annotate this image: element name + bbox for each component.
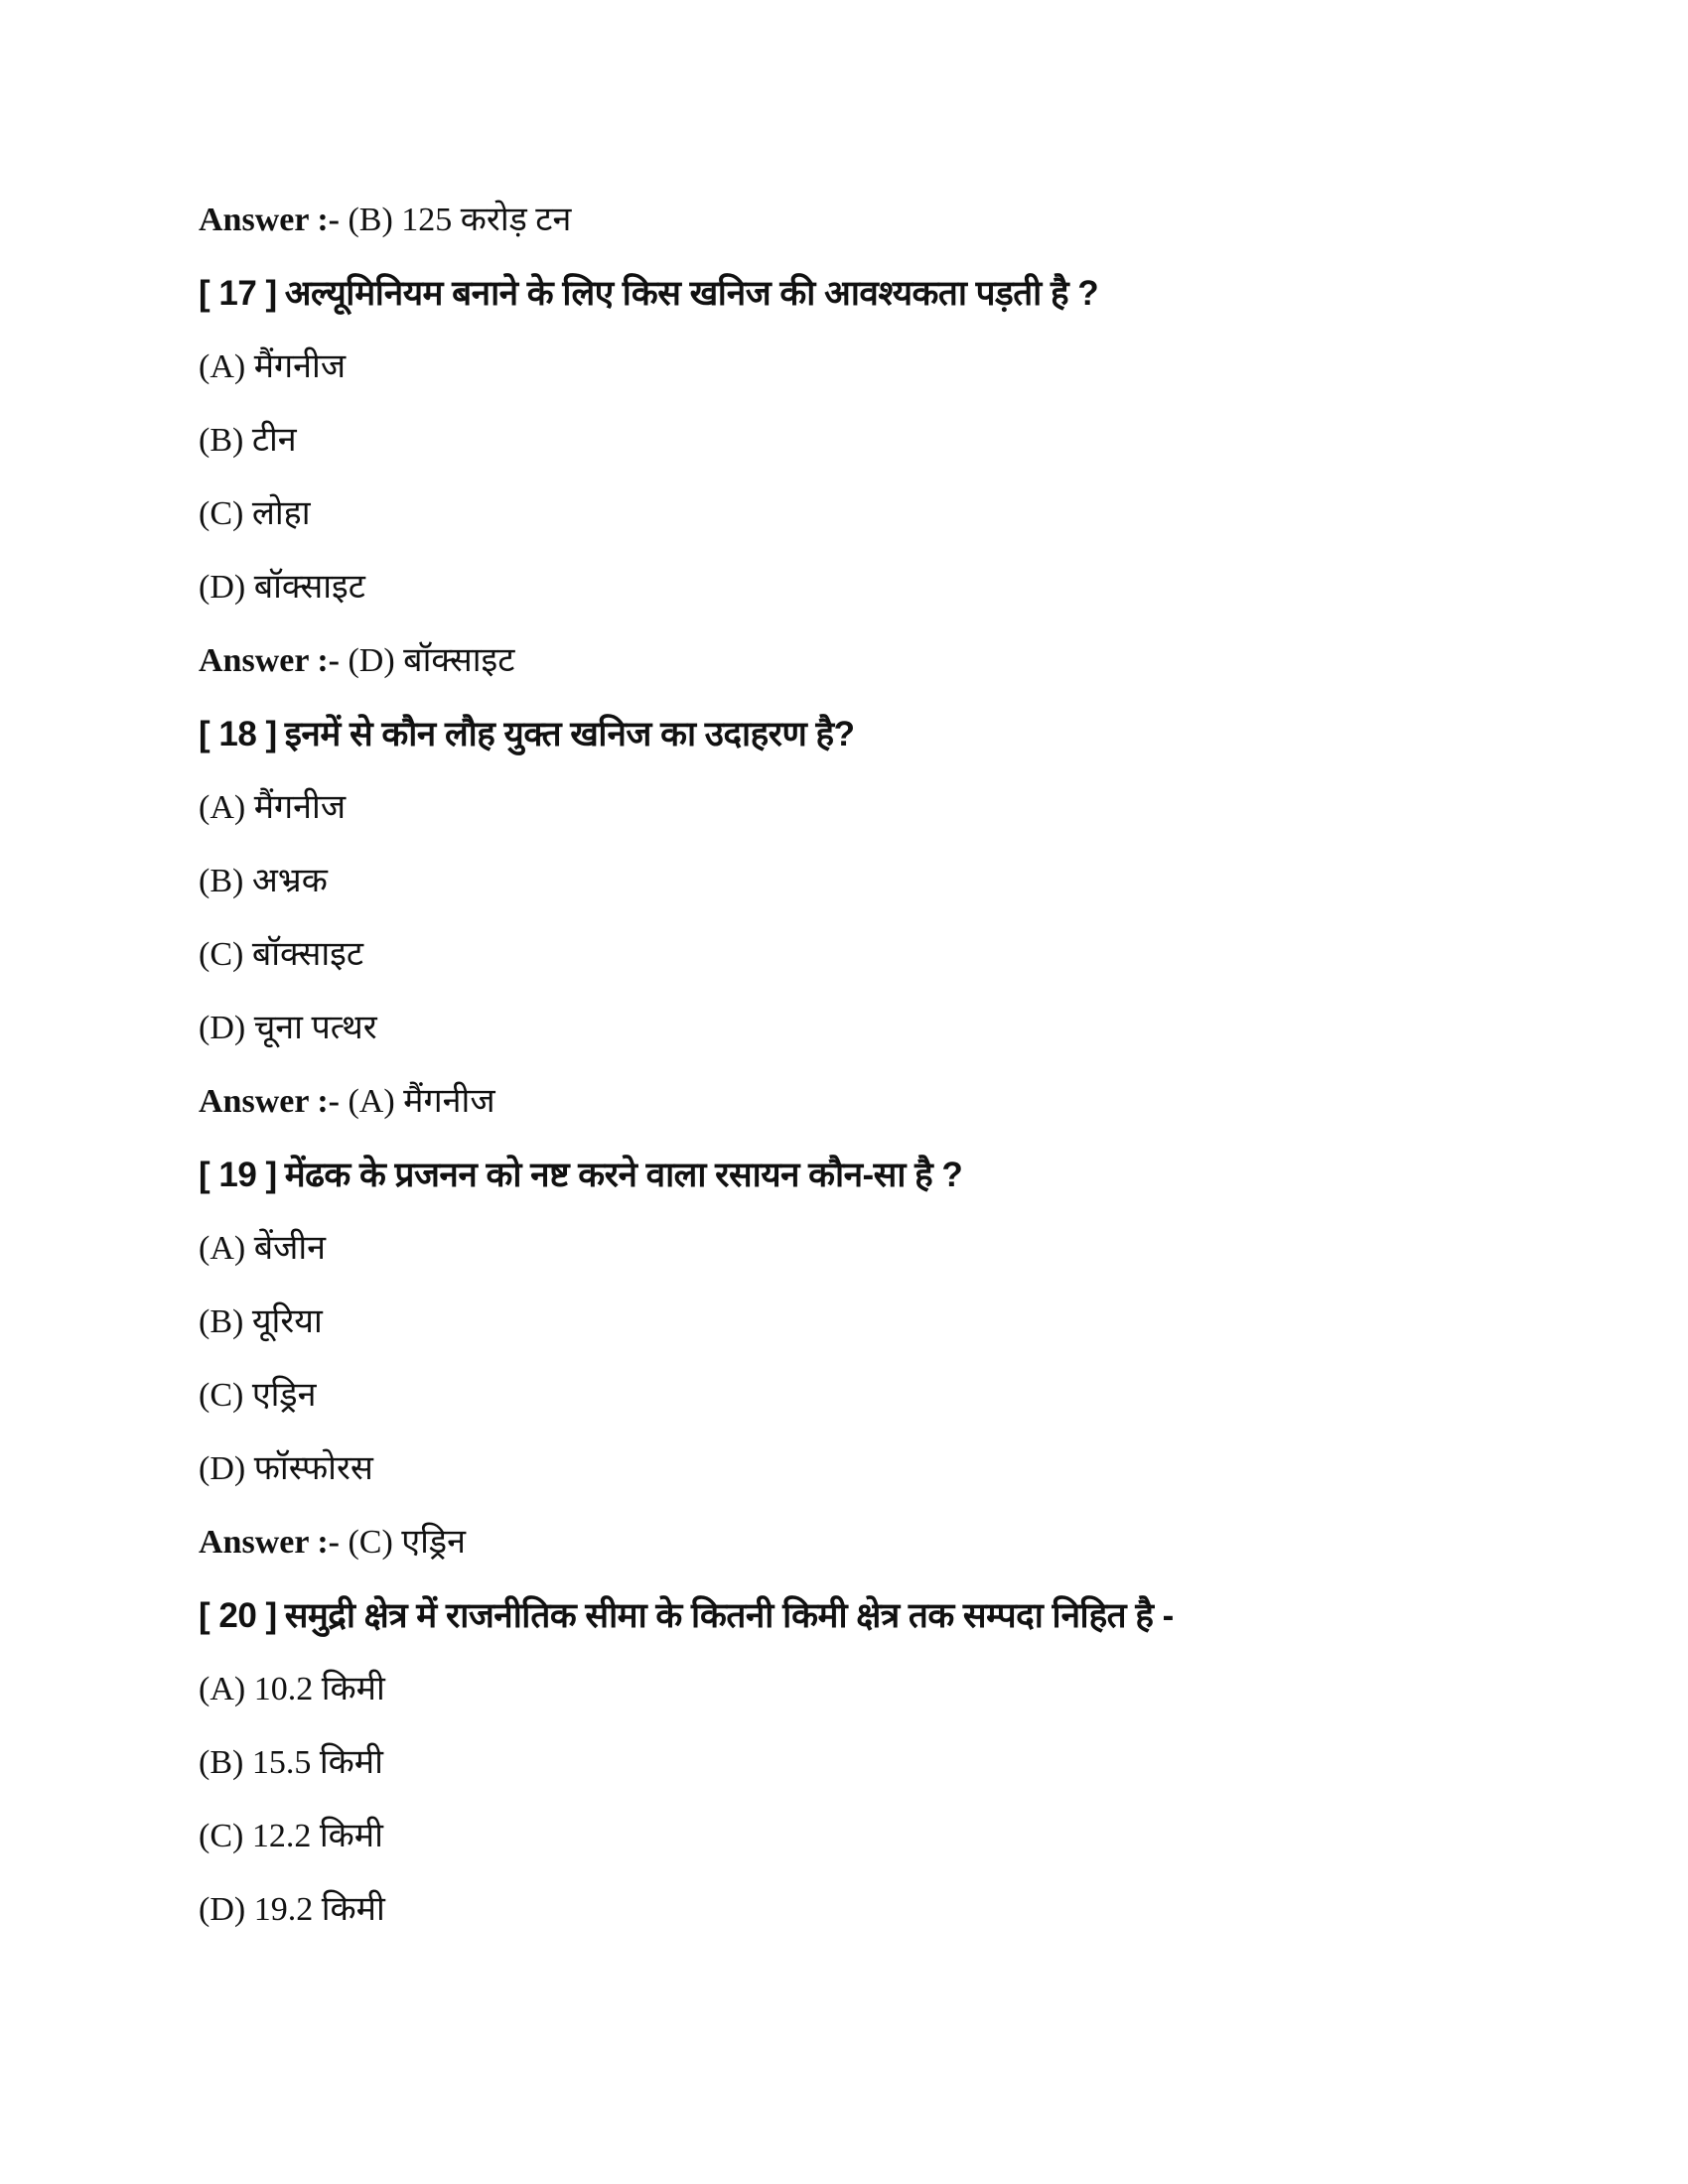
answer-label: Answer :- (199, 202, 340, 238)
answer-line (199, 635, 1489, 709)
option-c (199, 488, 1489, 562)
answer-label: Answer :- (199, 1524, 340, 1561)
question-number: [ 19 ] (199, 1156, 277, 1194)
question-text: अल्यूमिनियम बनाने के लिए किस खनिज की आवश्यकता पड़ती है ? (284, 274, 1099, 313)
option-key: (C) (199, 936, 244, 973)
option-key: (D) (199, 1891, 246, 1928)
answer-key: (C) (348, 1524, 393, 1561)
question-text: मेंढक के प्रजनन को नष्ट करने वाला रसायन कौन-सा है ? (284, 1156, 963, 1194)
option-key: (B) (199, 1303, 244, 1340)
option-a (199, 341, 1489, 415)
option-d (199, 1884, 1489, 1958)
answer-text: 125 करोड़ टन (401, 202, 572, 238)
question-number: [ 20 ] (199, 1596, 277, 1635)
option-d (199, 562, 1489, 635)
option-key: (D) (199, 569, 246, 606)
option-text: एड्रिन (251, 1377, 317, 1414)
answer-line (199, 195, 1489, 268)
question-number: [ 18 ] (199, 715, 277, 753)
option-text: टीन (251, 422, 297, 459)
answer-label: Answer :- (199, 642, 340, 679)
option-c (199, 929, 1489, 1003)
answer-text: एड्रिन (401, 1524, 466, 1561)
question-17 (199, 268, 1489, 341)
option-key: (A) (199, 1671, 246, 1707)
option-text: बॉक्साइट (251, 936, 363, 973)
option-c (199, 1370, 1489, 1443)
option-d (199, 1443, 1489, 1517)
option-text: यूरिया (251, 1303, 323, 1340)
option-a (199, 782, 1489, 856)
option-a (199, 1664, 1489, 1737)
answer-line (199, 1517, 1489, 1590)
option-key: (A) (199, 1230, 246, 1267)
document-page (199, 195, 1489, 1958)
option-key: (C) (199, 1377, 244, 1414)
option-b (199, 1737, 1489, 1811)
answer-text: बॉक्साइट (403, 642, 515, 679)
option-key: (A) (199, 789, 246, 826)
option-key: (B) (199, 1744, 244, 1781)
question-number: [ 17 ] (199, 274, 277, 313)
option-text: चूना पत्थर (253, 1010, 377, 1046)
option-b (199, 856, 1489, 929)
option-text: मैंगनीज (253, 348, 347, 385)
option-text: लोहा (251, 495, 311, 532)
option-text: 12.2 किमी (251, 1818, 383, 1854)
answer-label: Answer :- (199, 1083, 340, 1120)
question-20 (199, 1590, 1489, 1664)
option-key: (B) (199, 863, 244, 899)
option-c (199, 1811, 1489, 1884)
option-b (199, 1297, 1489, 1370)
option-key: (C) (199, 1818, 244, 1854)
answer-text: मैंगनीज (403, 1083, 495, 1120)
option-key: (D) (199, 1010, 246, 1046)
option-text: बॉक्साइट (253, 569, 365, 606)
option-key: (D) (199, 1450, 246, 1487)
question-text: समुद्री क्षेत्र में राजनीतिक सीमा के कितनी किमी क्षेत्र तक सम्पदा निहित है - (284, 1596, 1174, 1635)
option-key: (B) (199, 422, 244, 459)
option-text: अभ्रक (251, 863, 328, 899)
option-text: 10.2 किमी (253, 1671, 385, 1707)
question-19 (199, 1150, 1489, 1223)
question-18 (199, 709, 1489, 782)
option-key: (C) (199, 495, 244, 532)
option-text: बेंजीन (253, 1230, 327, 1267)
answer-line (199, 1076, 1489, 1150)
option-d (199, 1003, 1489, 1076)
option-text: 15.5 किमी (251, 1744, 383, 1781)
option-text: 19.2 किमी (253, 1891, 385, 1928)
question-text: इनमें से कौन लौह युक्त खनिज का उदाहरण है? (284, 715, 855, 753)
answer-key: (A) (348, 1083, 395, 1120)
option-a (199, 1223, 1489, 1297)
answer-key: (B) (348, 202, 393, 238)
option-text: मैंगनीज (253, 789, 347, 826)
option-key: (A) (199, 348, 246, 385)
option-b (199, 415, 1489, 488)
option-text: फॉस्फोरस (253, 1450, 373, 1487)
answer-key: (D) (348, 642, 395, 679)
